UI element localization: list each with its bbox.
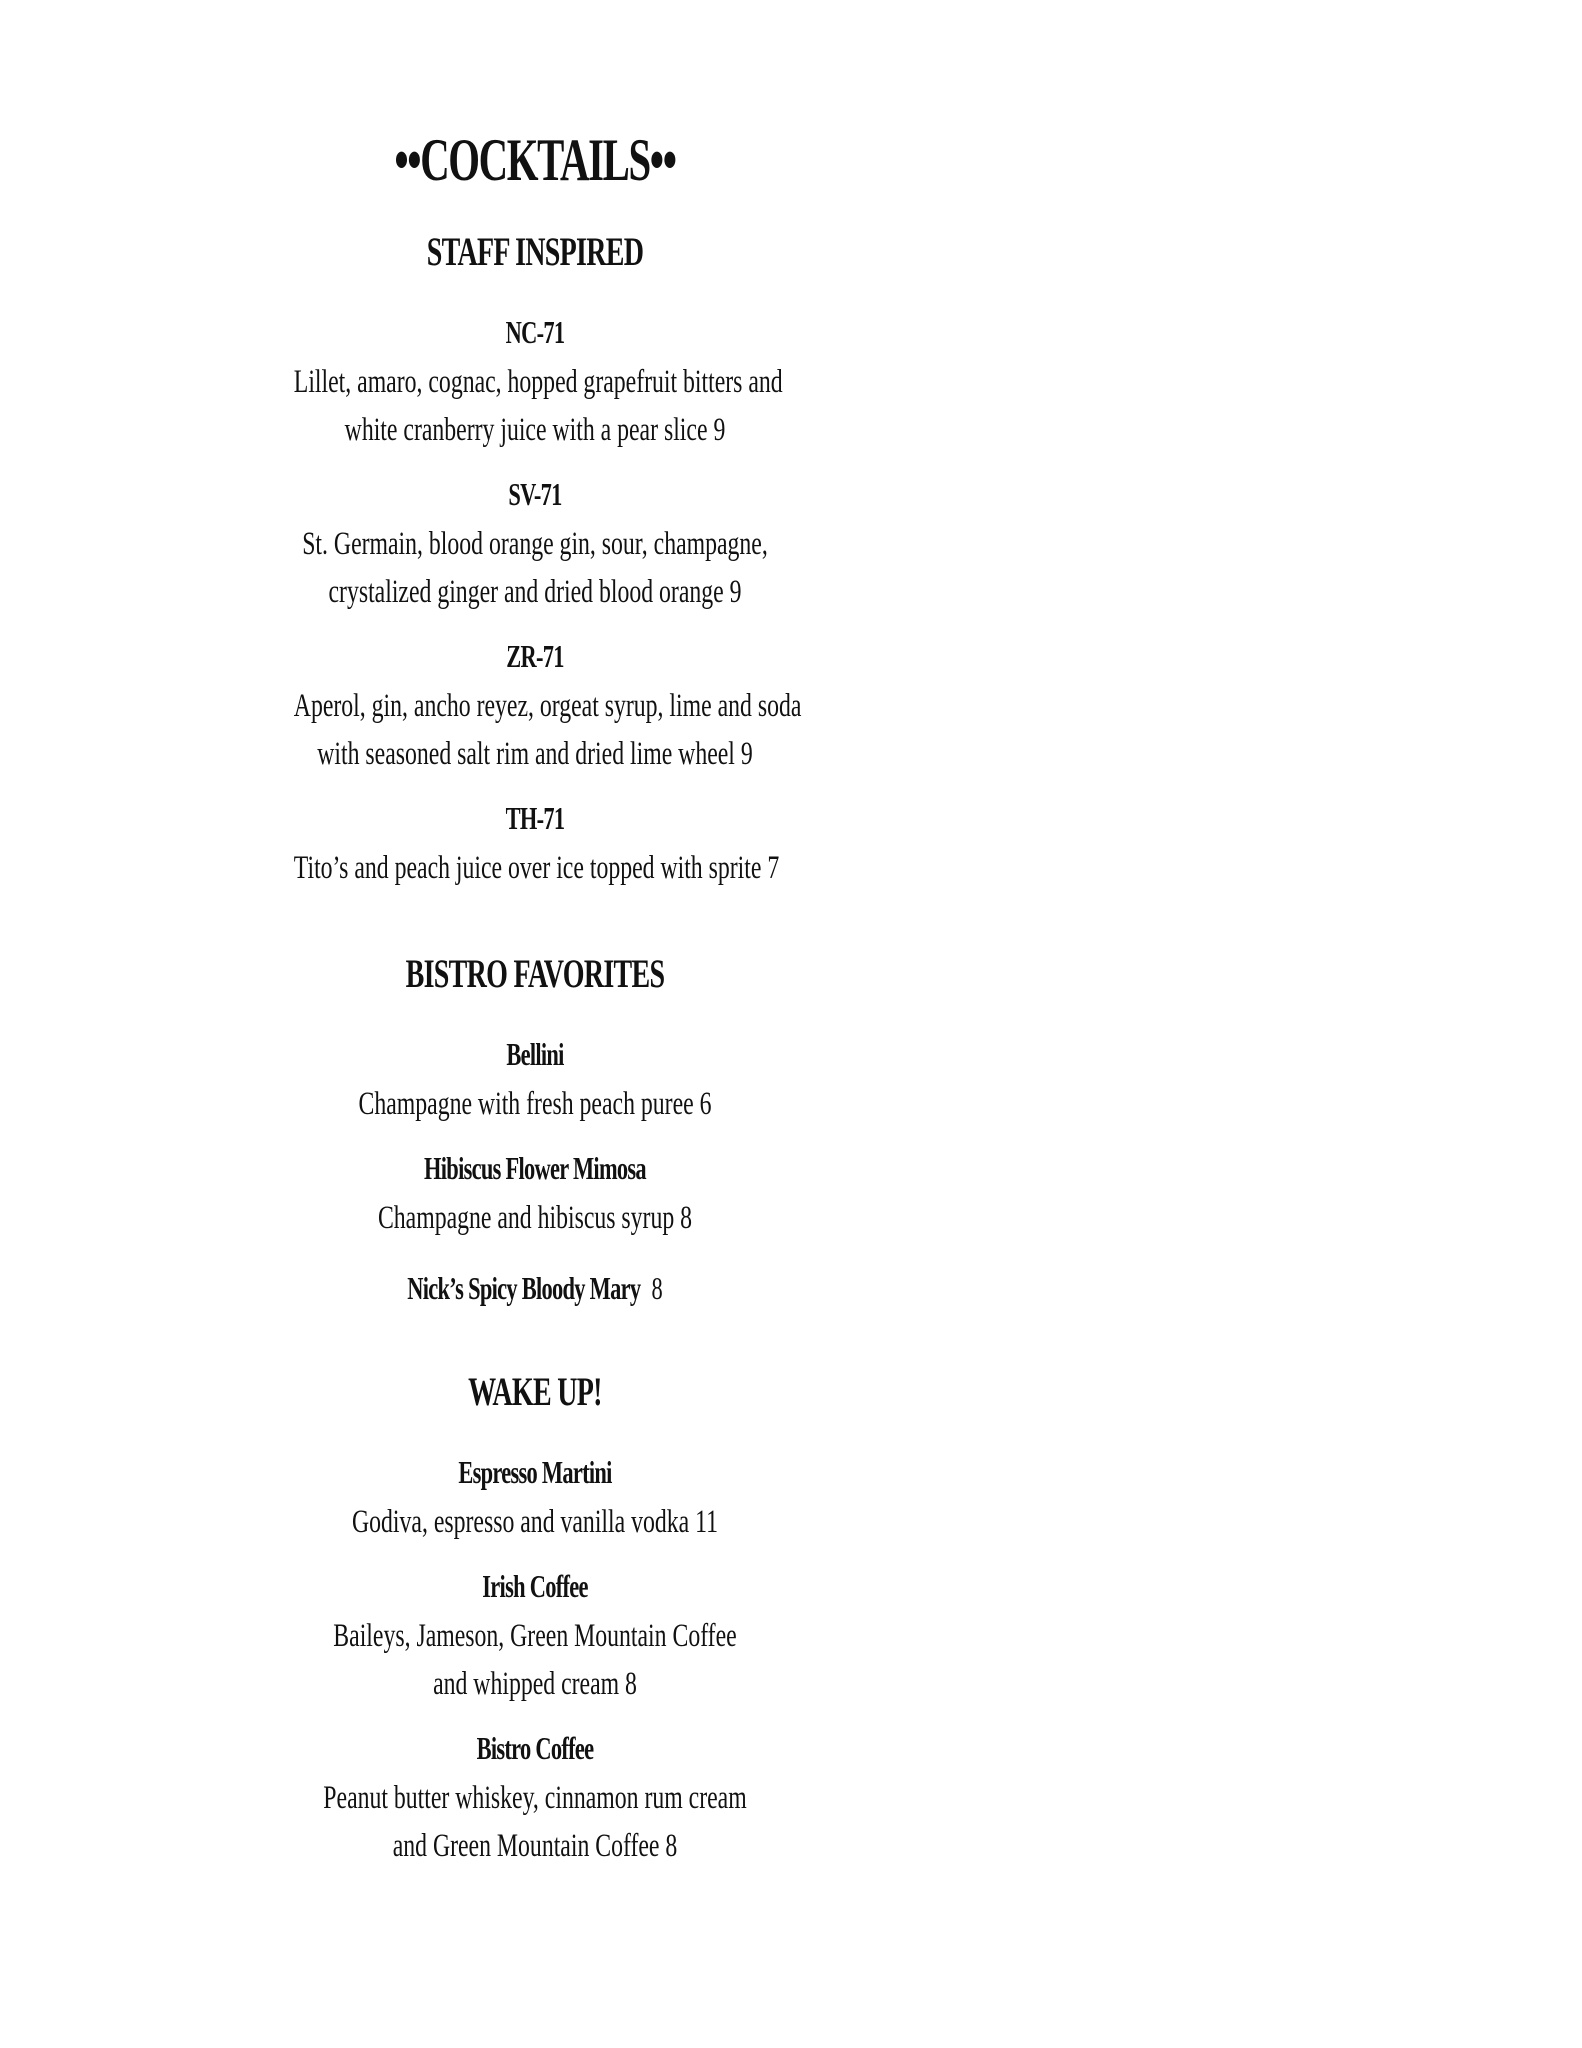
item-description-line: with seasoned salt rim and dried lime wheel 9 [317,736,753,772]
item-name: ZR-71 [506,638,564,674]
section-bistro-favorites [200,951,870,1306]
menu-item-espresso-martini [200,1456,870,1546]
section-title: WAKE UP! [468,1369,602,1414]
item-description-line: Champagne with fresh peach puree 6 [358,1086,712,1122]
menu-item-sv-71 [200,478,870,616]
item-name: Espresso Martini [458,1454,612,1490]
item-name: TH-71 [505,800,565,836]
item-name: Bellini [506,1036,564,1072]
item-description-line: white cranberry juice with a pear slice 9 [344,412,726,448]
menu-item-bistro-coffee [200,1732,870,1870]
inline-item-line [301,1272,770,1304]
menu-title: ••COCKTAILS•• [394,127,676,193]
item-description-line: Baileys, Jameson, Green Mountain Coffee [333,1618,737,1654]
menu-item-th-71 [200,802,870,892]
item-description-line: Lillet, amaro, cognac, hopped grapefruit bitters and [293,364,783,400]
item-description-line: St. Germain, blood orange gin, sour, champagne, [302,526,768,562]
item-name: Irish Coffee [482,1568,588,1604]
menu-item-nc-71 [200,316,870,454]
item-description-line: Aperol, gin, ancho reyez, orgeat syrup, lime and soda [293,688,802,724]
item-name: NC-71 [505,314,565,350]
menu-item-bellini [200,1038,870,1128]
item-description-line: and Green Mountain Coffee 8 [392,1828,678,1864]
section-title: STAFF INSPIRED [426,229,644,274]
menu-item-nicks-spicy-bloody-mary [200,1272,870,1304]
section-staff-inspired [200,229,870,892]
item-name: SV-71 [508,476,562,512]
item-name: Nick’s Spicy Bloody Mary [407,1270,641,1306]
item-description-line: Godiva, espresso and vanilla vodka 11 [351,1504,718,1540]
item-name: Hibiscus Flower Mimosa [424,1150,646,1186]
cocktail-menu [200,110,870,1870]
item-name: Bistro Coffee [476,1730,594,1766]
item-description-line: and whipped cream 8 [433,1666,637,1702]
section-wake-up [200,1369,870,1870]
item-description-line: Peanut butter whiskey, cinnamon rum cream [323,1780,747,1816]
item-description-line: Champagne and hibiscus syrup 8 [377,1200,693,1236]
item-price: 8 [651,1270,663,1306]
item-description-line: Tito’s and peach juice over ice topped with sprite 7 [293,850,780,886]
section-title: BISTRO FAVORITES [405,951,665,996]
menu-item-zr-71 [200,640,870,778]
menu-item-hibiscus-flower-mimosa [200,1152,870,1242]
item-description-line: crystalized ginger and dried blood orange 9 [328,574,742,610]
menu-item-irish-coffee [200,1570,870,1708]
